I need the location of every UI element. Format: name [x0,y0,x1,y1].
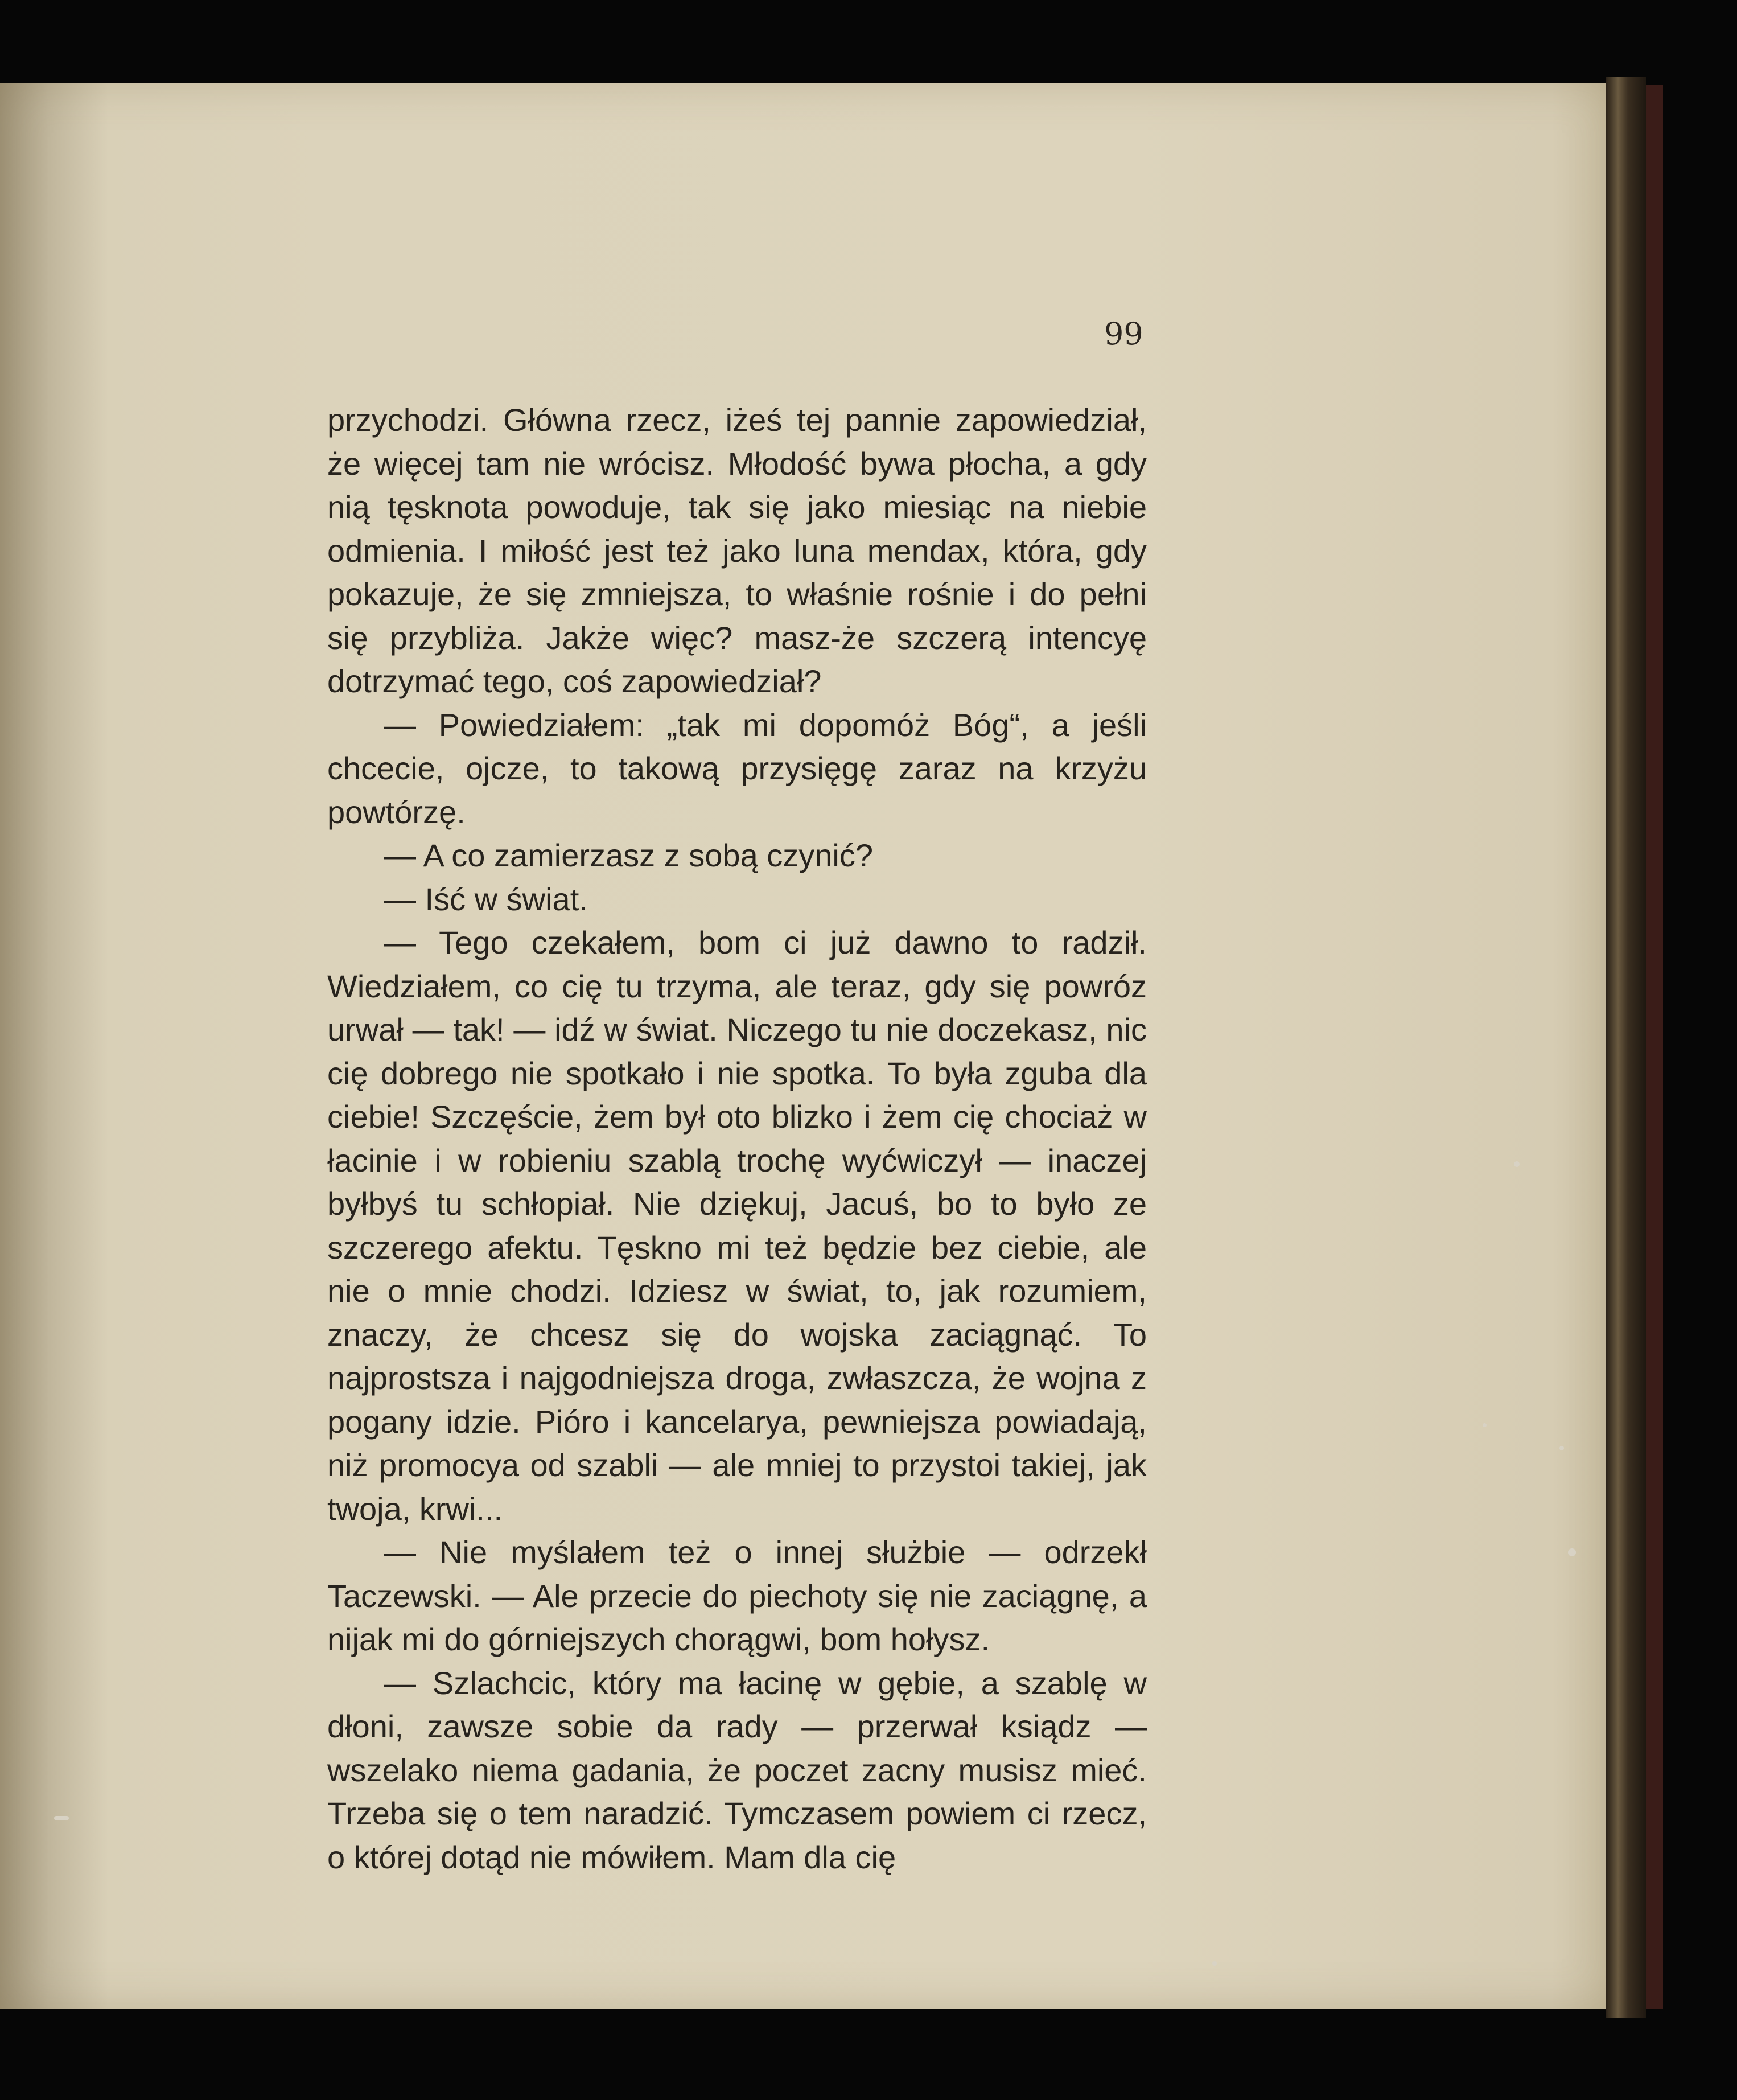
dust-speck [54,1816,69,1820]
dust-speck [1568,1548,1576,1556]
page-edges [1606,77,1646,2018]
paragraph-dialog: — Szlachcic, który ma łacinę w gębie, a szablę w dłoni, zawsze sobie da rady — przerwał ksiądz — wszelako niema gadania, że poczet zacny musisz mieć. Trzeba się o tem naradzić. Tymczasem powiem ci rzecz, o której dotąd nie mówiłem. Mam dla cię [327,1665,1147,1875]
paragraph-continuation: przychodzi. Główna rzecz, iżeś tej pannie zapowiedział, że więcej tam nie wrócisz. Młodość bywa płocha, a gdy nią tęsknota powoduje, tak się jako miesiąc na niebie odmienia. I miłość jest też jako luna mendax, która, gdy pokazuje, że się zmniejsza, to właśnie rośnie i do pełni się przybliża. Jakże więc? masz-że szczerą intencyę dotrzymać tego, coś zapowiedział? [327,402,1147,699]
page-number: 99 [1104,316,1143,352]
paragraph-dialog: — A co zamierzasz z sobą czynić? [384,837,874,873]
paragraph-dialog: — Tego czekałem, bom ci już dawno to radził. Wiedziałem, co cię tu trzyma, ale teraz, gdy się powróz urwał — tak! — idź w świat. Niczego tu nie doczekasz, nic cię dobrego nie spotkało i nie spotka. To była zguba dla ciebie! Szczęście, żem był oto blizko i żem cię chociaż w łacinie i w robieniu szablą trochę wyćwiczył — inaczej byłbyś tu schłopiał. Nie dziękuj, Jacuś, bo to było ze szczerego afektu. Tęskno mi też będzie bez ciebie, ale nie o mnie chodzi. Idziesz w świat, to, jak rozumiem, znaczy, że chcesz się do wojska zaciągnąć. To najprostsza i najgodniejsza droga, zwłaszcza, że wojna z pogany idzie. Pióro i kancelarya, pewniejsza powiadają, niż promocya od szabli — ale mniej to przystoi takiej, jak twoja, krwi... [327,924,1147,1527]
paragraph-dialog: — Iść w świat. [384,881,588,917]
book-binding [1646,85,1663,2009]
body-text [327,398,1147,1879]
dust-speck [1514,1161,1520,1167]
gutter-shadow [0,83,108,2009]
paragraph-dialog: — Nie myślałem też o innej służbie — odrzekł Taczewski. — Ale przecie do piechoty się nie zaciągnę, a nijak mi do górniejszych chorągwi, bom hołysz. [327,1534,1147,1657]
paragraph-dialog: — Powiedziałem: „tak mi dopomóż Bóg“, a jeśli chcecie, ojcze, to takową przysięgę zaraz na krzyżu powtórzę. [327,706,1147,830]
dust-speck [1212,1961,1217,1966]
dust-speck [1559,1446,1564,1450]
dust-speck [1483,1423,1487,1427]
